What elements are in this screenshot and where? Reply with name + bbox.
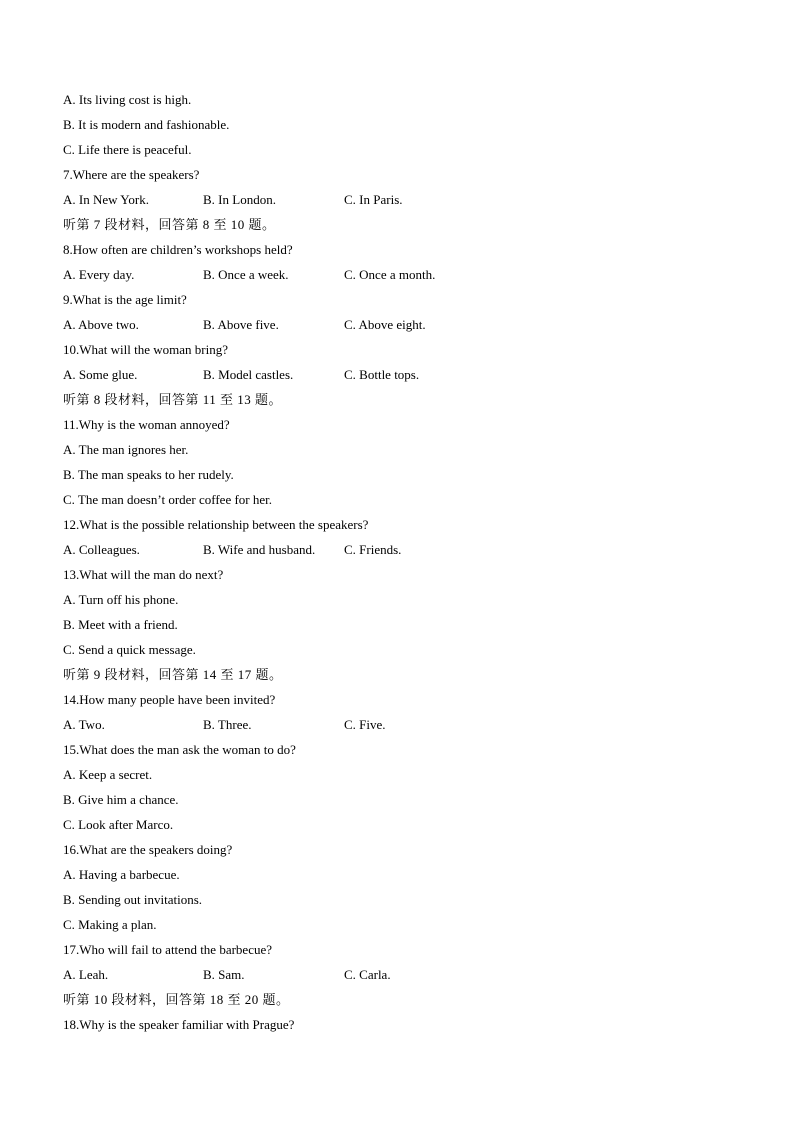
section-heading: 听第 8 段材料，回答第 11 至 13 题。 bbox=[63, 392, 283, 407]
option-text: A. Some glue. bbox=[63, 367, 138, 382]
option-text: C. Making a plan. bbox=[63, 917, 157, 932]
option-text: C. Life there is peaceful. bbox=[63, 142, 192, 157]
question-text: 18.Why is the speaker familiar with Prague? bbox=[63, 1017, 295, 1032]
option-text: A. Above two. bbox=[63, 317, 139, 332]
question-text: 12.What is the possible relationship between the speakers? bbox=[63, 517, 369, 532]
option-row bbox=[63, 187, 743, 212]
option-text: C. Look after Marco. bbox=[63, 817, 174, 832]
option-text: A. Its living cost is high. bbox=[63, 92, 192, 107]
option-text: C. In Paris. bbox=[344, 192, 403, 207]
option-text: A. Colleagues. bbox=[63, 542, 140, 557]
question-text: 7.Where are the speakers? bbox=[63, 167, 200, 182]
option-text: A. Leah. bbox=[63, 967, 109, 982]
option-row bbox=[63, 537, 743, 562]
option-text: B. Meet with a friend. bbox=[63, 617, 178, 632]
option-text: A. Two. bbox=[63, 717, 105, 732]
option-text: B. Wife and husband. bbox=[203, 542, 316, 557]
option-text: B. In London. bbox=[203, 192, 276, 207]
question-text: 9.What is the age limit? bbox=[63, 292, 187, 307]
option-text: B. Sam. bbox=[203, 967, 245, 982]
option-text: C. Send a quick message. bbox=[63, 642, 196, 657]
option-text: A. Turn off his phone. bbox=[63, 592, 179, 607]
option-text: A. The man ignores her. bbox=[63, 442, 189, 457]
option-text: B. Once a week. bbox=[203, 267, 289, 282]
option-text: B. Sending out invitations. bbox=[63, 892, 203, 907]
question-text: 14.How many people have been invited? bbox=[63, 692, 276, 707]
question-text: 11.Why is the woman annoyed? bbox=[63, 417, 230, 432]
option-row bbox=[63, 312, 743, 337]
question-text: 13.What will the man do next? bbox=[63, 567, 224, 582]
option-text: A. In New York. bbox=[63, 192, 149, 207]
option-text: B. The man speaks to her rudely. bbox=[63, 467, 234, 482]
option-row bbox=[63, 262, 743, 287]
option-text: A. Having a barbecue. bbox=[63, 867, 180, 882]
question-text: 8.How often are children’s workshops held? bbox=[63, 242, 293, 257]
option-text: B. Above five. bbox=[203, 317, 279, 332]
option-row bbox=[63, 712, 743, 737]
option-text: C. Five. bbox=[344, 717, 386, 732]
question-text: 10.What will the woman bring? bbox=[63, 342, 228, 357]
option-text: B. Model castles. bbox=[203, 367, 294, 382]
option-text: C. Friends. bbox=[344, 542, 402, 557]
option-row bbox=[63, 962, 743, 987]
option-text: B. Give him a chance. bbox=[63, 792, 179, 807]
option-text: B. Three. bbox=[203, 717, 252, 732]
option-text: A. Every day. bbox=[63, 267, 135, 282]
question-text: 16.What are the speakers doing? bbox=[63, 842, 233, 857]
option-row bbox=[63, 362, 743, 387]
option-text: C. The man doesn’t order coffee for her. bbox=[63, 492, 273, 507]
option-text: C. Above eight. bbox=[344, 317, 426, 332]
section-heading: 听第 10 段材料，回答第 18 至 20 题。 bbox=[63, 992, 290, 1007]
option-text: C. Bottle tops. bbox=[344, 367, 420, 382]
document-page bbox=[63, 87, 743, 1037]
option-text: A. Keep a secret. bbox=[63, 767, 153, 782]
option-text: C. Once a month. bbox=[344, 267, 436, 282]
option-text: C. Carla. bbox=[344, 967, 391, 982]
option-text: B. It is modern and fashionable. bbox=[63, 117, 230, 132]
section-heading: 听第 9 段材料，回答第 14 至 17 题。 bbox=[63, 667, 283, 682]
question-text: 17.Who will fail to attend the barbecue? bbox=[63, 942, 273, 957]
question-text: 15.What does the man ask the woman to do? bbox=[63, 742, 296, 757]
section-heading: 听第 7 段材料，回答第 8 至 10 题。 bbox=[63, 217, 276, 232]
